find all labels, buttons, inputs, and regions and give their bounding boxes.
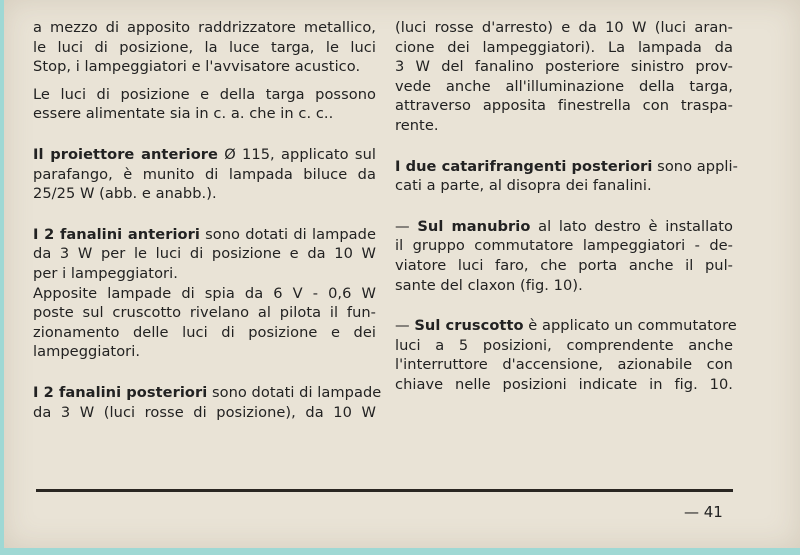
text-line: rente. <box>395 116 439 134</box>
paragraph-handlebar <box>395 217 733 295</box>
paragraph-front-lights <box>33 225 376 362</box>
heading-headlight: Il proiettore anteriore <box>33 145 218 163</box>
text-line: a mezzo di apposito raddrizzatore metallico, <box>33 19 376 36</box>
paragraph-position-lights <box>33 85 376 124</box>
text-line: 3 W del fanalino posteriore sinistro prov- <box>395 58 733 76</box>
text-line <box>395 217 733 237</box>
dash-prefix: — <box>395 317 415 335</box>
text-line: le luci di posizione, la luce targa, le luci <box>33 38 376 56</box>
text-line: zionamento delle luci di posizione e dei <box>33 323 376 341</box>
text-fragment: sono appli- <box>652 157 738 175</box>
text-line: Stop, i lampeggiatori e l'avvisatore acustico. <box>33 58 361 76</box>
paragraph-power-supply <box>33 18 376 77</box>
heading-dashboard: Sul cruscotto <box>414 317 524 335</box>
text-line: (luci rosse d'arresto) e da 10 W (luci aran- <box>395 19 733 36</box>
text-line: Apposite lampade di spia da 6 V - 0,6 W <box>33 284 376 302</box>
paragraph-dashboard <box>395 316 737 394</box>
text-line <box>395 157 738 177</box>
text-line: luci a 5 posizioni, comprendente anche <box>395 336 733 354</box>
page-number: — 41 <box>684 503 723 521</box>
text-fragment: sono dotati di lampade <box>199 225 377 243</box>
text-line: poste sul cruscotto rivelano al pilota il fun- <box>33 304 376 322</box>
text-line: cione dei lampeggiatori). La lampada da <box>395 38 733 56</box>
text-line: viatore luci faro, che porta anche il pul- <box>395 256 733 274</box>
text-fragment: al lato destro è installato <box>530 217 733 235</box>
text-line: il gruppo commutatore lampeggiatori - de- <box>395 237 733 255</box>
text-line: da 3 W (luci rosse di posizione), da 10 W <box>33 403 376 421</box>
text-line <box>33 225 376 245</box>
heading-front-lights: I 2 fanalini anteriori <box>33 225 200 243</box>
heading-rear-lights: I 2 fanalini posteriori <box>33 383 208 401</box>
text-line: Le luci di posizione e della targa possono <box>33 85 376 103</box>
paragraph-rear-lights-cont <box>395 18 733 136</box>
text-line <box>395 316 737 336</box>
right-column <box>395 18 738 395</box>
left-column <box>33 18 382 422</box>
text-line: l'interruttore d'accensione, azionabile con <box>395 356 733 374</box>
text-line: attraverso apposita finestrella con traspa- <box>395 97 733 115</box>
text-line: lampeggiatori. <box>33 343 141 361</box>
text-line <box>33 145 376 165</box>
paragraph-reflectors <box>395 157 738 196</box>
text-fragment: sono dotati di lampade <box>207 383 382 401</box>
text-line: parafango, è munito di lampada biluce da <box>33 165 376 183</box>
text-line <box>33 383 382 403</box>
text-line: essere alimentate sia in c. a. che in c. c.. <box>33 105 334 123</box>
heading-handlebar: Sul manubrio <box>417 217 531 235</box>
text-line: vede anche all'illuminazione della targa, <box>395 77 733 95</box>
text-line: cati a parte, al disopra dei fanalini. <box>395 177 652 195</box>
text-fragment: Ø 115, applicato sul <box>217 145 376 163</box>
heading-reflectors: I due catarifrangenti posteriori <box>395 157 653 175</box>
paragraph-headlight <box>33 145 376 204</box>
footer-rule <box>36 489 733 492</box>
text-line: 25/25 W (abb. e anabb.). <box>33 185 217 203</box>
paragraph-rear-lights <box>33 383 382 422</box>
text-line: sante del claxon (fig. 10). <box>395 276 583 294</box>
text-fragment: è applicato un commutatore <box>523 317 737 335</box>
text-line: da 3 W per le luci di posizione e da 10 W <box>33 245 376 263</box>
dash-prefix: — <box>395 217 418 235</box>
text-line: per i lampeggiatori. <box>33 264 178 282</box>
text-line: chiave nelle posizioni indicate in fig. 10. <box>395 375 733 393</box>
book-page <box>4 0 800 548</box>
